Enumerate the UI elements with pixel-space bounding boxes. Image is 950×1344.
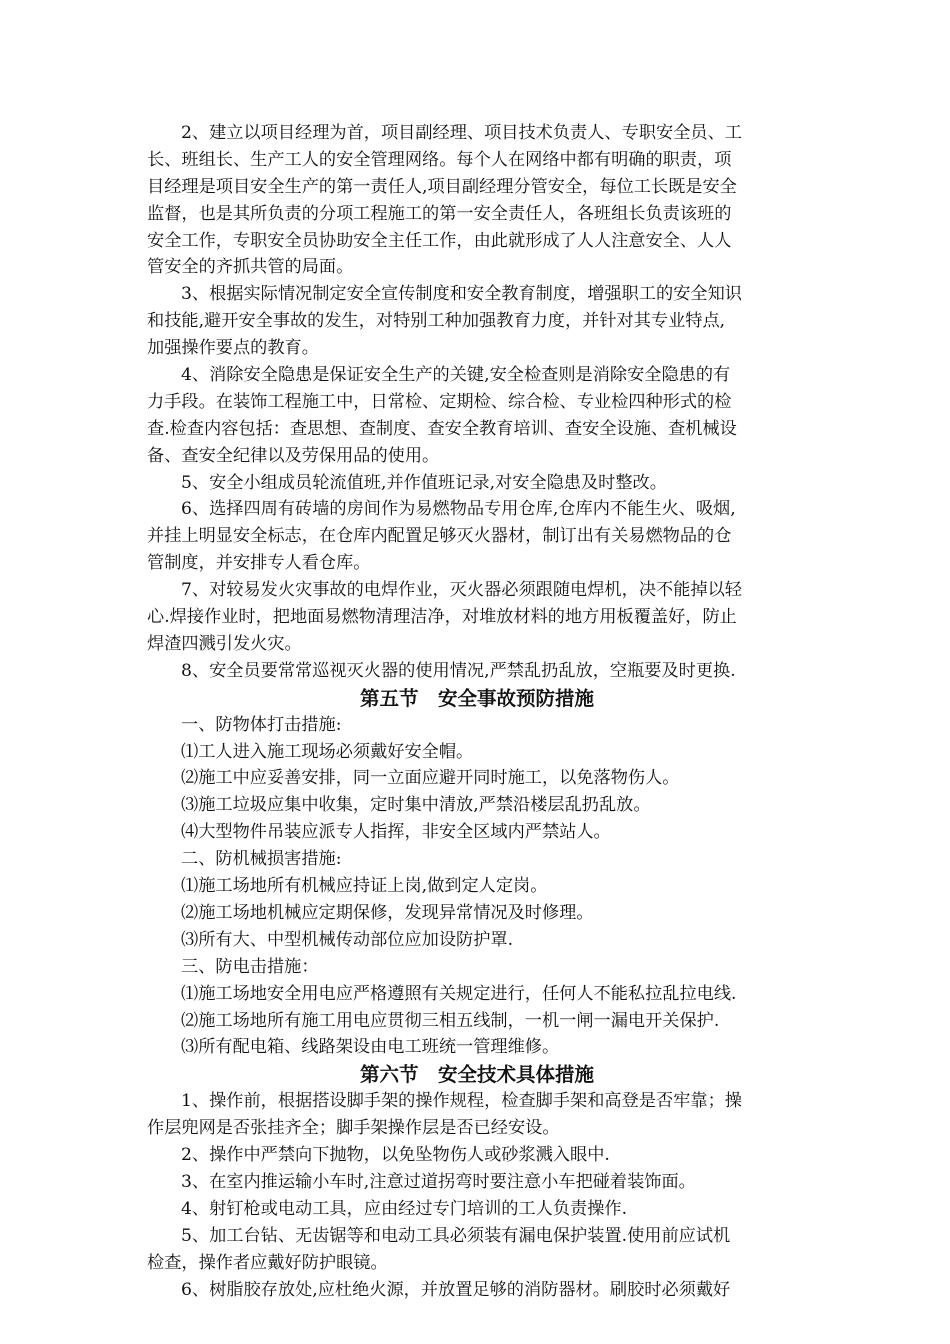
text-line: 6、树脂胶存放处,应杜绝火源，并放置足够的消防器材。刷胶时必须戴好 [181, 1279, 731, 1300]
text-line: 备、查安全纪律以及劳保用品的使用。 [147, 445, 440, 466]
text-line: 3、在室内推运输小车时,注意过道拐弯时要注意小车把碰着装饰面。 [181, 1171, 696, 1192]
text-line: 并挂上明显安全标志，在仓库内配置足够灭火器材，制订出有关易燃物品的仓 [147, 526, 732, 547]
list-item: ⑴施工场地安全用电应严格遵照有关规定进行，任何人不能私拉乱拉电线. [181, 983, 737, 1004]
section-6-paragraph-5 [147, 1223, 807, 1277]
text-line: 查.检查内容包括：查思想、查制度、查安全教育培训、查安全设施、查机械设 [147, 418, 737, 439]
text-line: 2、操作中严禁向下抛物，以免坠物伤人或砂浆溅入眼中. [181, 1145, 610, 1166]
section-6-paragraph-1 [147, 1088, 807, 1142]
document-body [147, 120, 807, 1303]
text-line: 目经理是项目安全生产的第一责任人,项目副经理分管安全，每位工长既是安全 [147, 176, 737, 197]
list-item: ⑵施工场地机械应定期保修，发现异常情况及时修理。 [181, 902, 594, 923]
text-line: 5、加工台钻、无齿锯等和电动工具必须装有漏电保护装置.使用前应试机 [181, 1225, 731, 1246]
section-heading: 第六节 安全技术具体措施 [359, 1063, 594, 1087]
text-line: 检查，操作者应戴好防护眼镜。 [147, 1252, 388, 1273]
paragraph-2 [147, 120, 807, 281]
text-line: 加强操作要点的教育。 [147, 338, 319, 359]
text-line: 4、射钉枪或电动工具，应由经过专门培训的工人负责操作. [181, 1198, 628, 1219]
subheading: 三、防电击措施： [181, 956, 319, 977]
text-line: 监督，也是其所负责的分项工程施工的第一安全责任人，各班组长负责该班的 [147, 203, 732, 224]
paragraph-5 [147, 470, 807, 497]
text-line: 焊渣四溅引发火灾。 [147, 633, 302, 654]
list-item: ⑶所有大、中型机械传动部位应加设防护罩. [181, 929, 514, 950]
paragraph-6 [147, 496, 807, 577]
text-line: 6、选择四周有砖墙的房间作为易燃物品专用仓库,仓库内不能生火、吸烟, [181, 499, 736, 520]
subheading: 二、防机械损害措施: [181, 849, 342, 870]
text-line: 力手段。在装饰工程施工中，日常检、定期检、综合检、专业检四种形式的检 [147, 391, 732, 412]
text-line: 3、根据实际情况制定安全宣传制度和安全教育制度，增强职工的安全知识 [181, 284, 742, 305]
text-line: 心.焊接作业时，把地面易燃物清理洁净，对堆放材料的地方用板覆盖好，防止 [147, 607, 737, 628]
text-line: 安全工作，专职安全员协助安全主任工作，由此就形成了人人注意安全、人人 [147, 230, 732, 251]
text-line: 2、建立以项目经理为首，项目副经理、项目技术负责人、专职安全员、工 [181, 123, 742, 143]
text-line: 作层兜网是否张挂齐全；脚手架操作层是否已经安设。 [147, 1118, 560, 1139]
list-item: ⑵施工场地所有施工用电应贯彻三相五线制，一机一闸一漏电开关保护. [181, 1010, 720, 1031]
text-line: 4、消除安全隐患是保证安全生产的关键,安全检查则是消除安全隐患的有 [181, 365, 731, 386]
text-line: 1、操作前，根据搭设脚手架的操作规程，检查脚手架和高登是否牢靠；操 [181, 1091, 742, 1112]
text-line: 长、班组长、生产工人的安全管理网络。每个人在网络中都有明确的职责，项 [147, 149, 732, 170]
section-heading: 第五节 安全事故预防措施 [359, 686, 594, 710]
paragraph-7 [147, 577, 807, 658]
list-item: ⑴工人进入施工现场必须戴好安全帽。 [181, 741, 474, 762]
section-6-paragraph-2 [147, 1142, 807, 1169]
section-6-paragraph-4 [147, 1196, 807, 1223]
section-6-paragraph-6 [147, 1277, 807, 1304]
section-6-paragraph-3 [147, 1169, 807, 1196]
text-line: 8、安全员要常常巡视灭火器的使用情况,严禁乱扔乱放，空瓶要及时更换. [181, 660, 736, 681]
list-item: ⑴施工场地所有机械应持证上岗,做到定人定岗。 [181, 876, 548, 897]
text-line: 管安全的齐抓共管的局面。 [147, 257, 354, 278]
text-line: 和技能,避开安全事故的发生，对特别工种加强教育力度，并针对其专业特点, [147, 311, 726, 332]
paragraph-4 [147, 362, 807, 470]
list-item: ⑷大型物件吊装应派专人指挥，非安全区域内严禁站人。 [181, 822, 611, 843]
list-item: ⑶所有配电箱、线路架设由电工班统一管理维修。 [181, 1037, 560, 1058]
paragraph-8 [147, 658, 807, 685]
paragraph-3 [147, 281, 807, 362]
list-item: ⑵施工中应妥善安排，同一立面应避开同时施工，以免落物伤人。 [181, 768, 680, 789]
list-item: ⑶施工垃圾应集中收集，定时集中清放,严禁沿楼层乱扔乱放。 [181, 795, 651, 816]
text-line: 管制度，并安排专人看仓库。 [147, 553, 371, 574]
text-line: 5、安全小组成员轮流值班,并作值班记录,对安全隐患及时整改。 [181, 472, 667, 493]
subheading: 一、防物体打击措施: [181, 714, 342, 735]
section-5-list [147, 712, 807, 1062]
text-line: 7、对较易发火灾事故的电焊作业，灭火器必须跟随电焊机，决不能掉以轻 [181, 580, 742, 601]
